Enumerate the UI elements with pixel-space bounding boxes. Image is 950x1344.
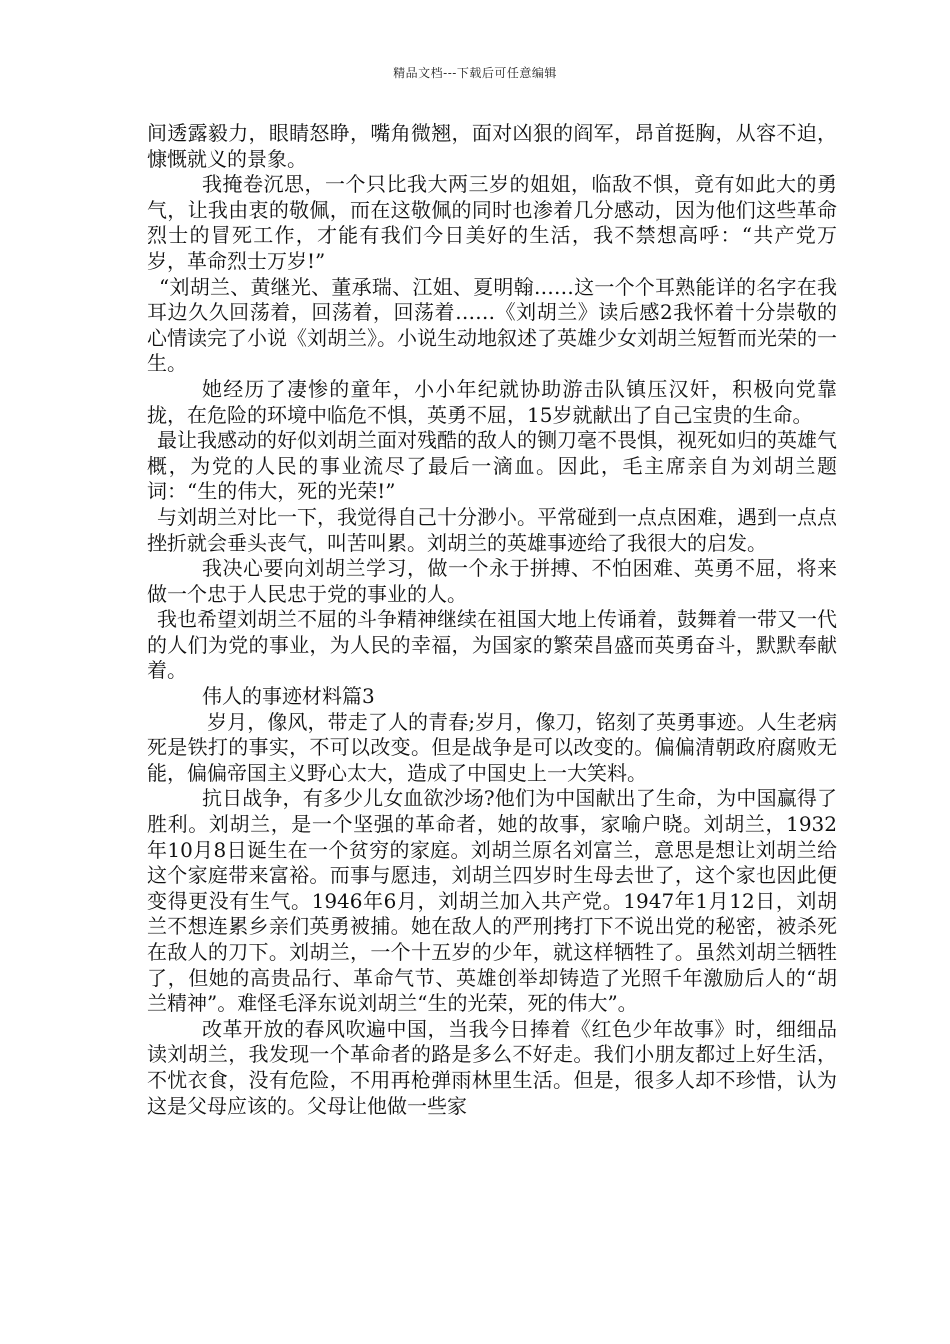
paragraph: 与刘胡兰对比一下，我觉得自己十分渺小。平常碰到一点点困难，遇到一点点挫折就会垂头丧气，叫苦叫累。刘胡兰的英雄事迹给了我很大的启发。 (147, 504, 837, 555)
paragraph: 岁月，像风，带走了人的青春;岁月，像刀，铭刻了英勇事迹。人生老病死是铁打的事实，不可以改变。但是战争是可以改变的。偏偏清朝政府腐败无能，偏偏帝国主义野心太大，造成了中国史上一大笑料。 (147, 709, 837, 785)
paragraph: 间透露毅力，眼睛怒睁，嘴角微翘，面对凶狠的阎军，昂首挺胸，从容不迫，慷慨就义的景象。 (147, 121, 837, 171)
paragraph: 改革开放的春风吹遍中国，当我今日捧着《红色少年故事》时，细细品读刘胡兰，我发现一个革命者的路是多么不好走。我们小朋友都过上好生活，不忧衣食，没有危险，不用再枪弹雨林里生活。但是，很多人却不珍惜，认为这是父母应该的。父母让他做一些家 (147, 1016, 837, 1118)
paragraph: 她经历了凄惨的童年，小小年纪就协助游击队镇压汉奸，积极向党靠拢，在危险的环境中临危不惧，英勇不屈，15岁就献出了自己宝贵的生命。 (147, 376, 837, 427)
paragraph: 抗日战争，有多少儿女血欲沙场?他们为中国献出了生命，为中国赢得了胜利。刘胡兰，是一个坚强的革命者，她的故事，家喻户晓。刘胡兰，1932年10月8日诞生在一个贫穷的家庭。刘胡兰原名刘富兰，意思是想让刘胡兰给这个家庭带来富裕。而事与愿违，刘胡兰四岁时生母去世了，这个家也因此便变得更没有生气。1946年6月，刘胡兰加入共产党。1947年1月12日，刘胡兰不想连累乡亲们英勇被捕。她在敌人的严刑拷打下不说出党的秘密，被杀死在敌人的刀下。刘胡兰，一个十五岁的少年，就这样牺牲了。虽然刘胡兰牺牲了，但她的高贵品行、革命气节、英雄创举却铸造了光照千年激励后人的“胡兰精神”。难怪毛泽东说刘胡兰“生的光荣，死的伟大”。 (147, 786, 837, 1016)
paragraph: 最让我感动的好似刘胡兰面对残酷的敌人的铡刀毫不畏惧，视死如归的英雄气概，为党的人民的事业流尽了最后一滴血。因此，毛主席亲自为刘胡兰题词：“生的伟大，死的光荣!” (147, 428, 837, 504)
paragraph: 我掩卷沉思，一个只比我大两三岁的姐姐，临敌不惧，竟有如此大的勇气，让我由衷的敬佩，而在这敬佩的同时也渗着几分感动，因为他们这些革命烈士的冒死工作，才能有我们今日美好的生活，我不禁想高呼：“共产党万岁，革命烈士万岁!” (147, 172, 837, 273)
document-body (147, 121, 837, 1119)
section-heading: 伟人的事迹材料篇3 (202, 684, 375, 709)
paragraph: 我也希望刘胡兰不屈的斗争精神继续在祖国大地上传诵着，鼓舞着一带又一代的人们为党的事业，为人民的幸福，为国家的繁荣昌盛而英勇奋斗，默默奉献着。 (147, 607, 837, 683)
paragraph: “刘胡兰、黄继光、董承瑞、江姐、夏明翰……这一个个耳熟能详的名字在我耳边久久回荡着，回荡着，回荡着……《刘胡兰》读后感2我怀着十分崇敬的心情读完了小说《刘胡兰》。小说生动地叙述了英雄少女刘胡兰短暂而光荣的一生。 (147, 274, 837, 376)
paragraph: 我决心要向刘胡兰学习，做一个永于拼搏、不怕困难、英勇不屈，将来做一个忠于人民忠于党的事业的人。 (147, 556, 837, 606)
page-header: 精品文档---下载后可任意编辑 (393, 66, 557, 80)
